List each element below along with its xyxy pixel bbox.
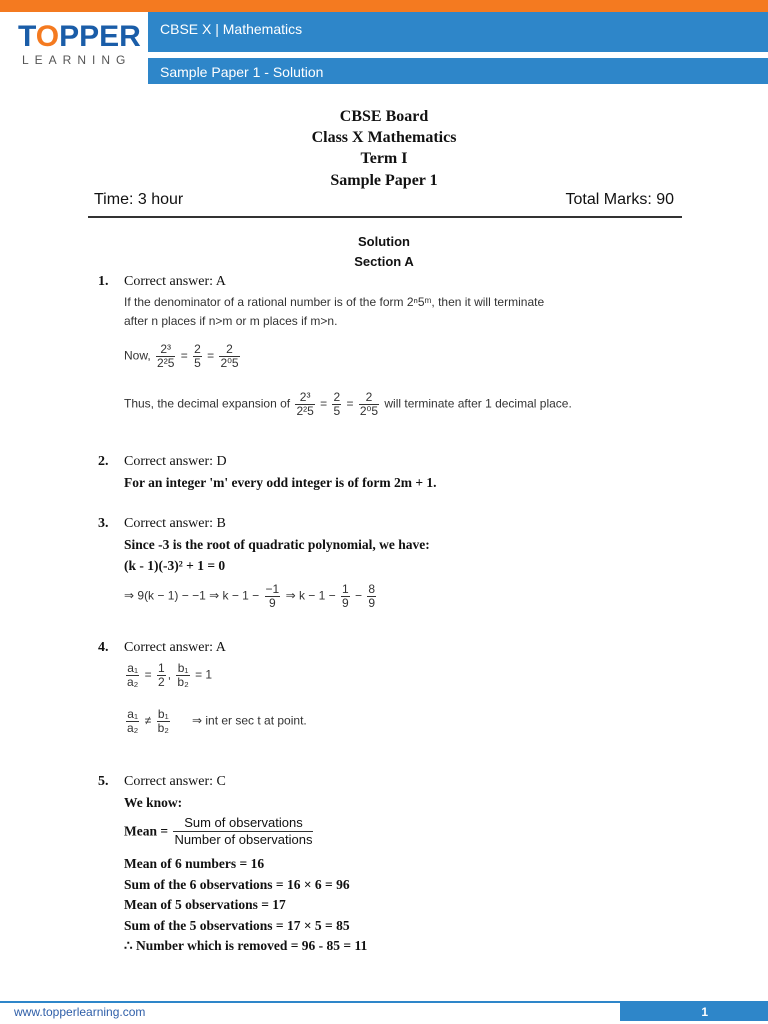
q5-line3: Sum of the 6 observations = 16 × 6 = 96 (124, 877, 350, 892)
q5-mean-formula: Mean = $\frac{\text{Sum of observations}}{\text{Number of observations}}$ (124, 815, 313, 847)
title-paper: Sample Paper 1 (330, 172, 438, 189)
q3-line3: ⇒ 9(k − 1) − −1 ⇒ k − 1 − $\frac{-1}{9}$ ⇒ k − 1 − $\frac{1}{9}$ − $\frac{8}{9}$ (124, 582, 376, 610)
q5-line2: Mean of 6 numbers = 16 (124, 856, 265, 871)
q5-line1: We know: (124, 795, 183, 810)
title-class: Class X Mathematics (311, 129, 457, 146)
q3-line2: (k - 1)(-3)² + 1 = 0 (124, 558, 226, 573)
header-rule (88, 216, 682, 218)
question-5: 5. Correct answer: C (98, 774, 226, 789)
title-board: CBSE Board (339, 108, 429, 125)
page-number: 1 (701, 1005, 708, 1019)
footer-website-link[interactable]: www.topperlearning.com (14, 1005, 146, 1019)
q4-eq2: $\frac{\text{a₁}}{\text{a₂}}$ ≠ $\frac{\text{b₁}}{\text{b₂}}$ ⇒ int er sec t at point. (127, 707, 307, 735)
q3-line1: Since -3 is the root of quadratic polynomial, we have: (124, 537, 430, 552)
page-number-badge (620, 1003, 768, 1021)
time-label: Time: 3 hour (94, 191, 184, 208)
q2-line1: For an integer 'm' every odd integer is of form 2m + 1. (124, 475, 437, 490)
topper-learning-logo: TOPPER LEARNING (18, 20, 141, 67)
question-3: 3. Correct answer: B (98, 516, 226, 531)
q1-now: Now, $\frac{\text{2³}}{\text{2²5}}$ = $\frac{2}{5}$ = $\frac{2}{\text{2⁰5}}$ (124, 342, 239, 370)
q4-eq1: $\frac{\text{a₁}}{\text{a₂}}$ = $\frac{1}{2}$ , $\frac{\text{b₁}}{\text{b₂}}$ = 1 (127, 661, 213, 689)
q1-thus: Thus, the decimal expansion of $\frac{\text{2³}}{\text{2²5}}$ = $\frac{2}{5}$ = $\frac{2}{\text{2⁰5}}$ will terminate after 1 decimal place. (124, 390, 572, 418)
q5-line5: Sum of the 5 observations = 17 × 5 = 85 (124, 918, 350, 933)
question-1: 1. Correct answer: A (98, 274, 226, 289)
paper-title: Sample Paper 1 - Solution (160, 64, 324, 80)
q1-line2: after n places if n>m or m places if m>n. (124, 314, 338, 328)
q1-line1: If the denominator of a rational number is of the form 2ⁿ5ᵐ, then it will terminate (124, 295, 545, 309)
section-a-heading: Section A (354, 254, 414, 269)
subject-banner (148, 12, 768, 52)
subject-title: CBSE X | Mathematics (160, 21, 303, 37)
paper-banner (148, 58, 768, 84)
top-accent-bar (0, 0, 768, 12)
q5-line6: ∴ Number which is removed = 96 - 85 = 11 (124, 938, 368, 953)
question-2: 2. Correct answer: D (98, 454, 227, 469)
solution-heading: Solution (358, 234, 410, 249)
question-4: 4. Correct answer: A (98, 640, 226, 655)
q5-line4: Mean of 5 observations = 17 (124, 897, 286, 912)
title-term: Term I (360, 150, 408, 167)
total-marks-label: Total Marks: 90 (565, 191, 674, 208)
